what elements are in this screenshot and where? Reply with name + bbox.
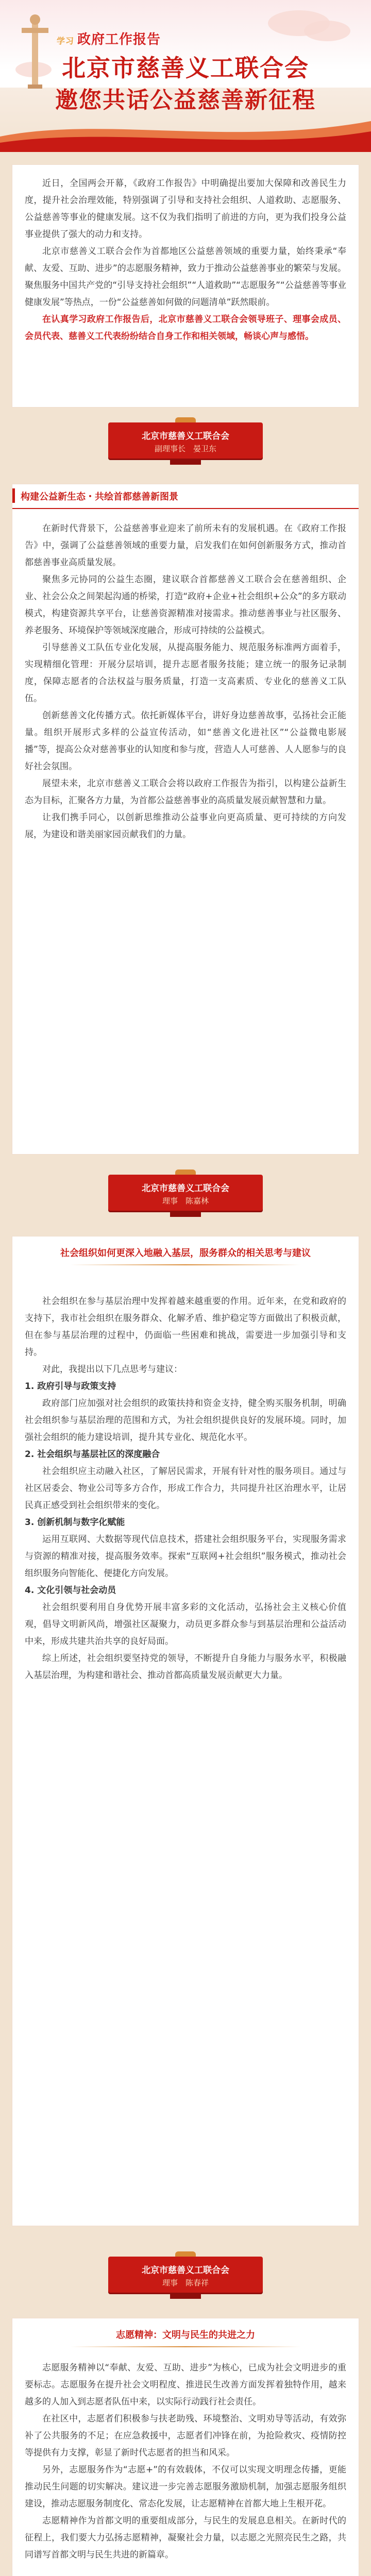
intro-card [12,165,359,407]
cloud-icon [304,21,350,41]
plaque-org: 北京市慈善义工联合会 [142,1183,229,1194]
point-body: 社会组织要利用自身优势开展丰富多彩的文化活动，弘扬社会主义核心价值观，倡导文明新风尚，增强社区凝聚力，动员更多群众参与到基层治理和公益活动中来，形成共建共治共享的良好局面。 [25,1602,346,1647]
plaque-base [170,2293,201,2299]
point-body: 政府部门应加强对社会组织的政策扶持和资金支持，健全购买服务机制，明确社会组织参与基层治理的范围和方式，为社会组织提供良好的发展环境。同时，加强社会组织的能力建设培训，提升其专业化、规范化水平。 [25,1398,346,1443]
intro-highlight: 在认真学习政府工作报告后，北京市慈善义工联合会领导班子、理事会成员、会员代表、慈善义工代表纷纷结合自身工作和相关领域，畅谈心声与感悟。 [25,314,346,342]
section-paragraph: 聚焦多元协同的公益生态圈，建议联合首都慈善义工联合会在慈善组织、企业、社会公众之间架起沟通的桥梁，打造“政府+企业+社会组织+公众”的多方联动模式，构建资源共享平台，让慈善资源精准对接需求。推动慈善事业与社区服务、养老服务、环境保护等领域深度融合，形成可持续的公益模式。 [25,574,346,636]
intro-paragraph: 北京市慈善义工联合会作为首都地区公益慈善领域的重要力量，始终秉承“奉献、友爱、互助、进步”的志愿服务精神，致力于推动公益慈善事业的繁荣与发展。聚焦服务中国共产党的“引导支持社会组织”“人道救助”“志愿服务”“公益慈善等事业健康发展”等热点，一份“公益慈善如何做的问题清单”跃然眼前。 [25,246,346,308]
point-heading: 1. 政府引导与政策支持 [25,1381,116,1392]
point-body: 运用互联网、大数据等现代信息技术，搭建社会组织服务平台，实现服务需求与资源的精准对接，提高服务效率。探索“互联网+社会组织”服务模式，推动社会组织服务向智能化、便捷化方向发展。 [25,1534,346,1579]
section-title: 构建公益新生态・共绘首都慈善新图景 [21,492,178,502]
plaque-org: 北京市慈善义工联合会 [142,2265,229,2276]
section-card [12,2318,359,2576]
plaque-base [170,1211,201,1217]
plaque-board [108,422,263,459]
section-paragraph: 志愿服务精神以“奉献、友爱、互助、进步”为核心，已成为社会文明进步的重要标志。志愿服务在提升社会文明程度、推进民生改善方面发挥着独特作用，越来越多的人加入到志愿者队伍中来，以实际行动践行社会责任。 [25,2363,346,2407]
divider [70,2346,301,2347]
section-paragraph: 在新时代背景下，公益慈善事业迎来了前所未有的发展机遇。在《政府工作报告》中，强调了公益慈善领域的重要力量，启发我们在如何创新服务方式，推动首都慈善事业高质量发展。 [25,523,346,568]
section-paragraph: 社会组织在参与基层治理中发挥着越来越重要的作用。近年来，在党和政府的支持下，我市社会组织在服务群众、化解矛盾、维护稳定等方面做出了积极贡献，但在参与基层治理的过程中，仍面临一些困难和挑战，需要进一步加强引导和支持。 [25,1296,346,1358]
banner-headline-1: 北京市慈善义工联合会 [62,54,309,82]
plaque-board [108,1175,263,1211]
section-card [12,484,359,1154]
section-paragraph: 对此，我提出以下几点思考与建议： [42,1364,182,1375]
intro-paragraph: 近日，全国两会开幕，《政府工作报告》中明确提出要加大保障和改善民生力度，提升社会治理效能，特别强调了引导和支持社会组织、人道救助、志愿服务、公益慈善等事业的健康发展。这不仅为我们指明了前进的方向，更为我们投身公益事业提供了强大的动力和支持。 [25,178,346,240]
plaque-org: 北京市慈善义工联合会 [142,431,229,442]
section-paragraph: 在社区中，志愿者们积极参与扶老助残、环境整治、文明劝导等活动，有效弥补了公共服务的不足；在应急救援中，志愿者们冲锋在前，为抢险救灾、疫情防控等提供有力支撑，彰显了新时代志愿者的担当和风采。 [25,2414,346,2458]
banner-headline-2: 邀您共话公益慈善新征程 [55,87,316,113]
section-paragraph: 引导慈善义工队伍专业化发展，从提高服务能力、规范服务标准两方面着手，实现精细化管理：开展分层培训，提升志愿者服务技能；建立统一的服务记录制度，保障志愿者的合法权益与服务质量，打造一支高素质、专业化的慈善义工队伍。 [25,642,346,704]
speaker-plaque [108,1175,263,1226]
section-card [12,1236,359,2226]
section-paragraph: 创新慈善文化传播方式。依托新媒体平台，讲好身边慈善故事，弘扬社会正能量。组织开展形式多样的公益宣传活动，如“慈善文化进社区”“公益微电影展播”等，提高公众对慈善事业的认知度和参与度，营造人人可慈善、人人愿参与的良好社会氛围。 [25,710,346,772]
banner-kicker: 学习 政府工作报告 [57,32,161,47]
section-title: 志愿精神：文明与民生的共进之力 [41,2328,330,2350]
section-paragraph: 综上所述，社会组织要坚持党的领导，不断提升自身能力与服务水平，积极融入基层治理，为构建和谐社会、推动首都高质量发展贡献更大力量。 [25,1653,346,1681]
speaker-plaque [108,2257,263,2308]
divider [70,1264,301,1265]
section-title: 社会组织如何更深入地融入基层，服务群众的相关思考与建议 [41,1246,330,1268]
plaque-person: 理事 陈嘉林 [162,1196,209,1206]
section-paragraph: 让我们携手同心，以创新思维推动公益事业向更高质量、更可持续的方向发展，为建设和谐美丽家园贡献我们的力量。 [25,812,346,840]
section-title-bar [12,484,359,509]
plaque-board [108,2257,263,2293]
header-banner [0,0,371,155]
section-paragraph: 志愿精神作为首都文明的重要组成部分，与民生的发展息息相关。在新时代的征程上，我们要大力弘扬志愿精神，凝聚社会力量，以志愿之光照亮民生之路，共同谱写首都文明与民生共进的新篇章。 [25,2516,346,2560]
point-body: 社会组织应主动融入社区，了解居民需求，开展有针对性的服务项目。通过与社区居委会、物业公司等多方合作，形成工作合力，共同提升社区治理水平，让居民真正感受到社会组织带来的变化。 [25,1466,346,1511]
section-paragraph: 展望未来，北京市慈善义工联合会将以政府工作报告为指引，以构建公益新生态为目标，汇聚各方力量，为首都公益慈善事业的高质量发展贡献智慧和力量。 [25,778,346,806]
point-heading: 2. 社会组织与基层社区的深度融合 [25,1449,160,1460]
plaque-base [170,459,201,465]
speaker-plaque [108,422,263,474]
point-heading: 3. 创新机制与数字化赋能 [25,1517,125,1528]
section-paragraph: 另外，志愿服务作为“志愿+”的有效载体，不仅可以实现文明理念传播，更能推动民生问题的切实解决。建议进一步完善志愿服务激励机制，加强志愿服务组织建设，推动志愿服务制度化、常态化发展，让志愿精神在首都大地上生根开花。 [25,2465,346,2509]
point-heading: 4. 文化引领与社会动员 [25,1585,116,1596]
banner-swoosh [0,111,371,152]
plaque-person: 理事 陈春祥 [162,2278,209,2287]
plaque-person: 副理事长 晏卫东 [154,444,217,453]
